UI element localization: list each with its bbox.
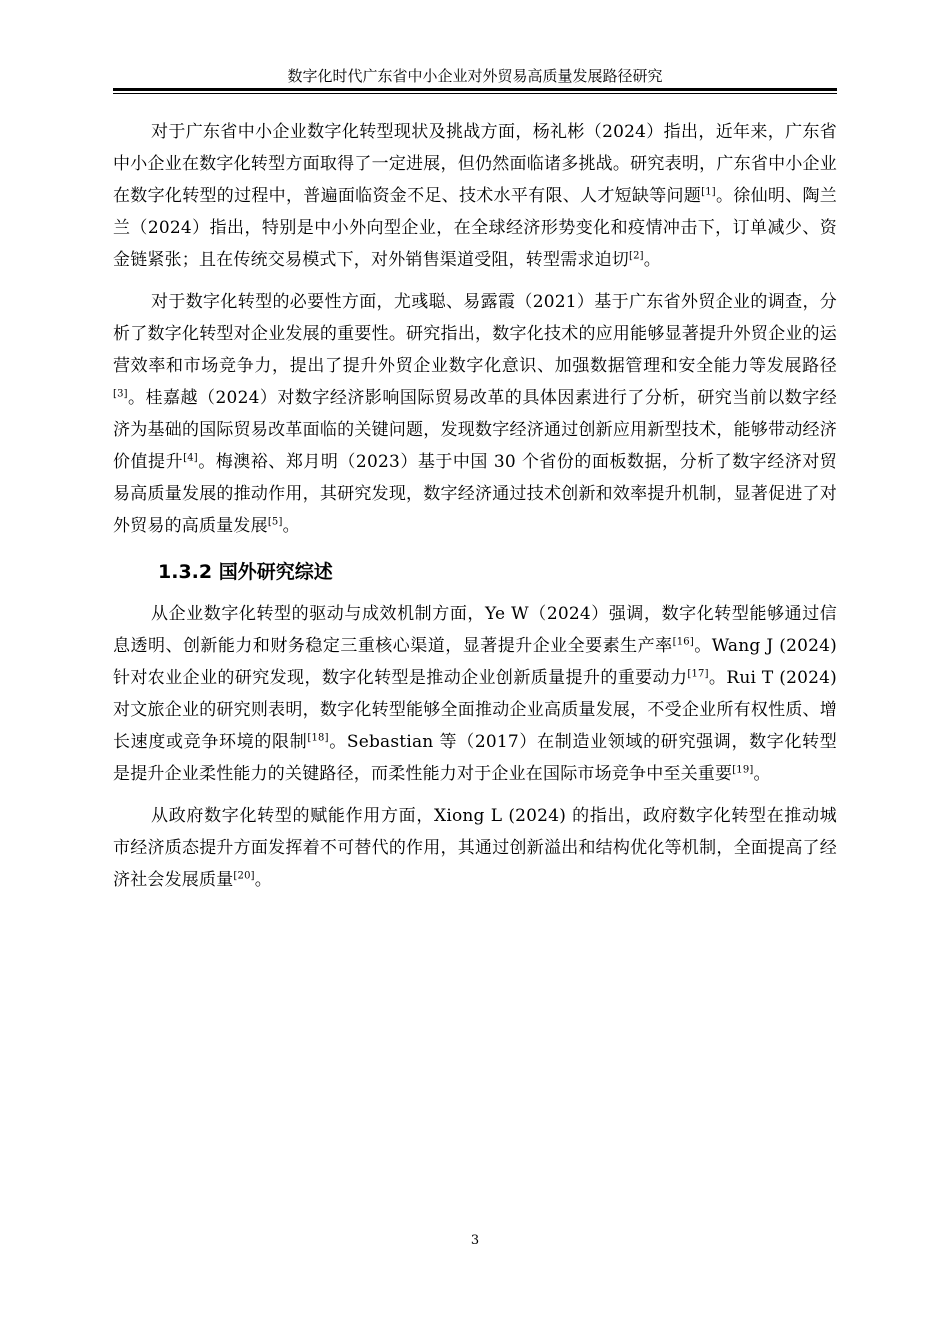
citation-1: [1] bbox=[701, 186, 716, 198]
citation-2: [2] bbox=[629, 250, 644, 262]
paragraph-text: 从企业数字化转型的驱动与成效机制方面，Ye W（2024）强调，数字化转型能够通过信息透明、创新能力和财务稳定三重核心渠道，显著提升企业全要素生产率 bbox=[113, 604, 837, 656]
paragraph-text: 对于数字化转型的必要性方面，尤彧聪、易露霞（2021）基于广东省外贸企业的调查，分析了数字化转型对企业发展的重要性。研究指出，数字化技术的应用能够显著提升外贸企业的运营效率和市场竞争力，提出了提升外贸企业数字化意识、加强数据管理和安全能力等发展路径 bbox=[113, 292, 837, 376]
section-heading: 1.3.2 国外研究综述 bbox=[158, 561, 333, 583]
citation-16: [16] bbox=[672, 636, 694, 648]
paragraph-text: 对于广东省中小企业数字化转型现状及挑战方面，杨礼彬（2024）指出，近年来，广东省中小企业在数字化转型方面取得了一定进展，但仍然面临诸多挑战。研究表明，广东省中小企业在数字化转型的过程中，普遍面临资金不足、技术水平有限、人才短缺等问题 bbox=[113, 122, 837, 206]
paragraph-text: 。 bbox=[282, 516, 300, 536]
paragraph-text: 。Rui T (2024) 对文旅企业的研究则表明，数字化转型能够全面推动企业高质量发展，不受企业所有权性质、增长速度或竞争环境的限制 bbox=[113, 668, 837, 752]
citation-18: [18] bbox=[307, 732, 329, 744]
paragraph-text: 。 bbox=[643, 250, 661, 270]
paragraph-text: 。桂嘉越（2024）对数字经济影响国际贸易改革的具体因素进行了分析，研究当前以数字经济为基础的国际贸易改革面临的关键问题，发现数字经济通过创新应用新型技术，能够带动经济价值提升 bbox=[113, 388, 837, 472]
paragraph-text: 。 bbox=[254, 870, 272, 890]
paragraph-foreign-enterprise bbox=[113, 598, 837, 790]
page-number: 3 bbox=[470, 1233, 480, 1248]
paragraph-domestic-status bbox=[113, 116, 837, 276]
paragraph-text: 从政府数字化转型的赋能作用方面，Xiong L (2024) 的指出，政府数字化转型在推动城市经济质态提升方面发挥着不可替代的作用，其通过创新溢出和结构优化等机制，全面提高了经济社会发展质量 bbox=[113, 806, 837, 890]
header-rule-thick bbox=[113, 88, 837, 91]
citation-3: [3] bbox=[113, 388, 128, 400]
citation-5: [5] bbox=[267, 516, 283, 528]
body-text bbox=[113, 116, 837, 896]
paragraph-text: 。Sebastian 等（2017）在制造业领域的研究强调，数字化转型是提升企业柔性能力的关键路径，而柔性能力对于企业在国际市场竞争中至关重要 bbox=[113, 732, 838, 784]
citation-4: [4] bbox=[183, 452, 198, 464]
header-rule-thin bbox=[113, 93, 837, 94]
citation-20: [20] bbox=[233, 870, 255, 882]
paragraph-text: 。Wang J (2024) 针对农业企业的研究发现，数字化转型是推动企业创新质量提升的重要动力 bbox=[113, 636, 837, 688]
citation-19: [19] bbox=[732, 764, 754, 776]
citation-17: [17] bbox=[687, 668, 709, 680]
running-header: 数字化时代广东省中小企业对外贸易高质量发展路径研究 bbox=[287, 67, 663, 85]
paragraph-foreign-government bbox=[113, 800, 837, 896]
paragraph-text: 。 bbox=[753, 764, 771, 784]
paragraph-text: 。徐仙明、陶兰兰（2024）指出，特别是中小外向型企业，在全球经济形势变化和疫情冲击下，订单减少、资金链紧张；且在传统交易模式下，对外销售渠道受阻，转型需求迫切 bbox=[113, 186, 837, 270]
paragraph-domestic-necessity bbox=[113, 286, 837, 542]
paragraph-text: 。梅澳裕、郑月明（2023）基于中国 30 个省份的面板数据，分析了数字经济对贸易高质量发展的推动作用，其研究发现，数字经济通过技术创新和效率提升机制，显著促进了对外贸易的高质量发展 bbox=[113, 452, 837, 536]
